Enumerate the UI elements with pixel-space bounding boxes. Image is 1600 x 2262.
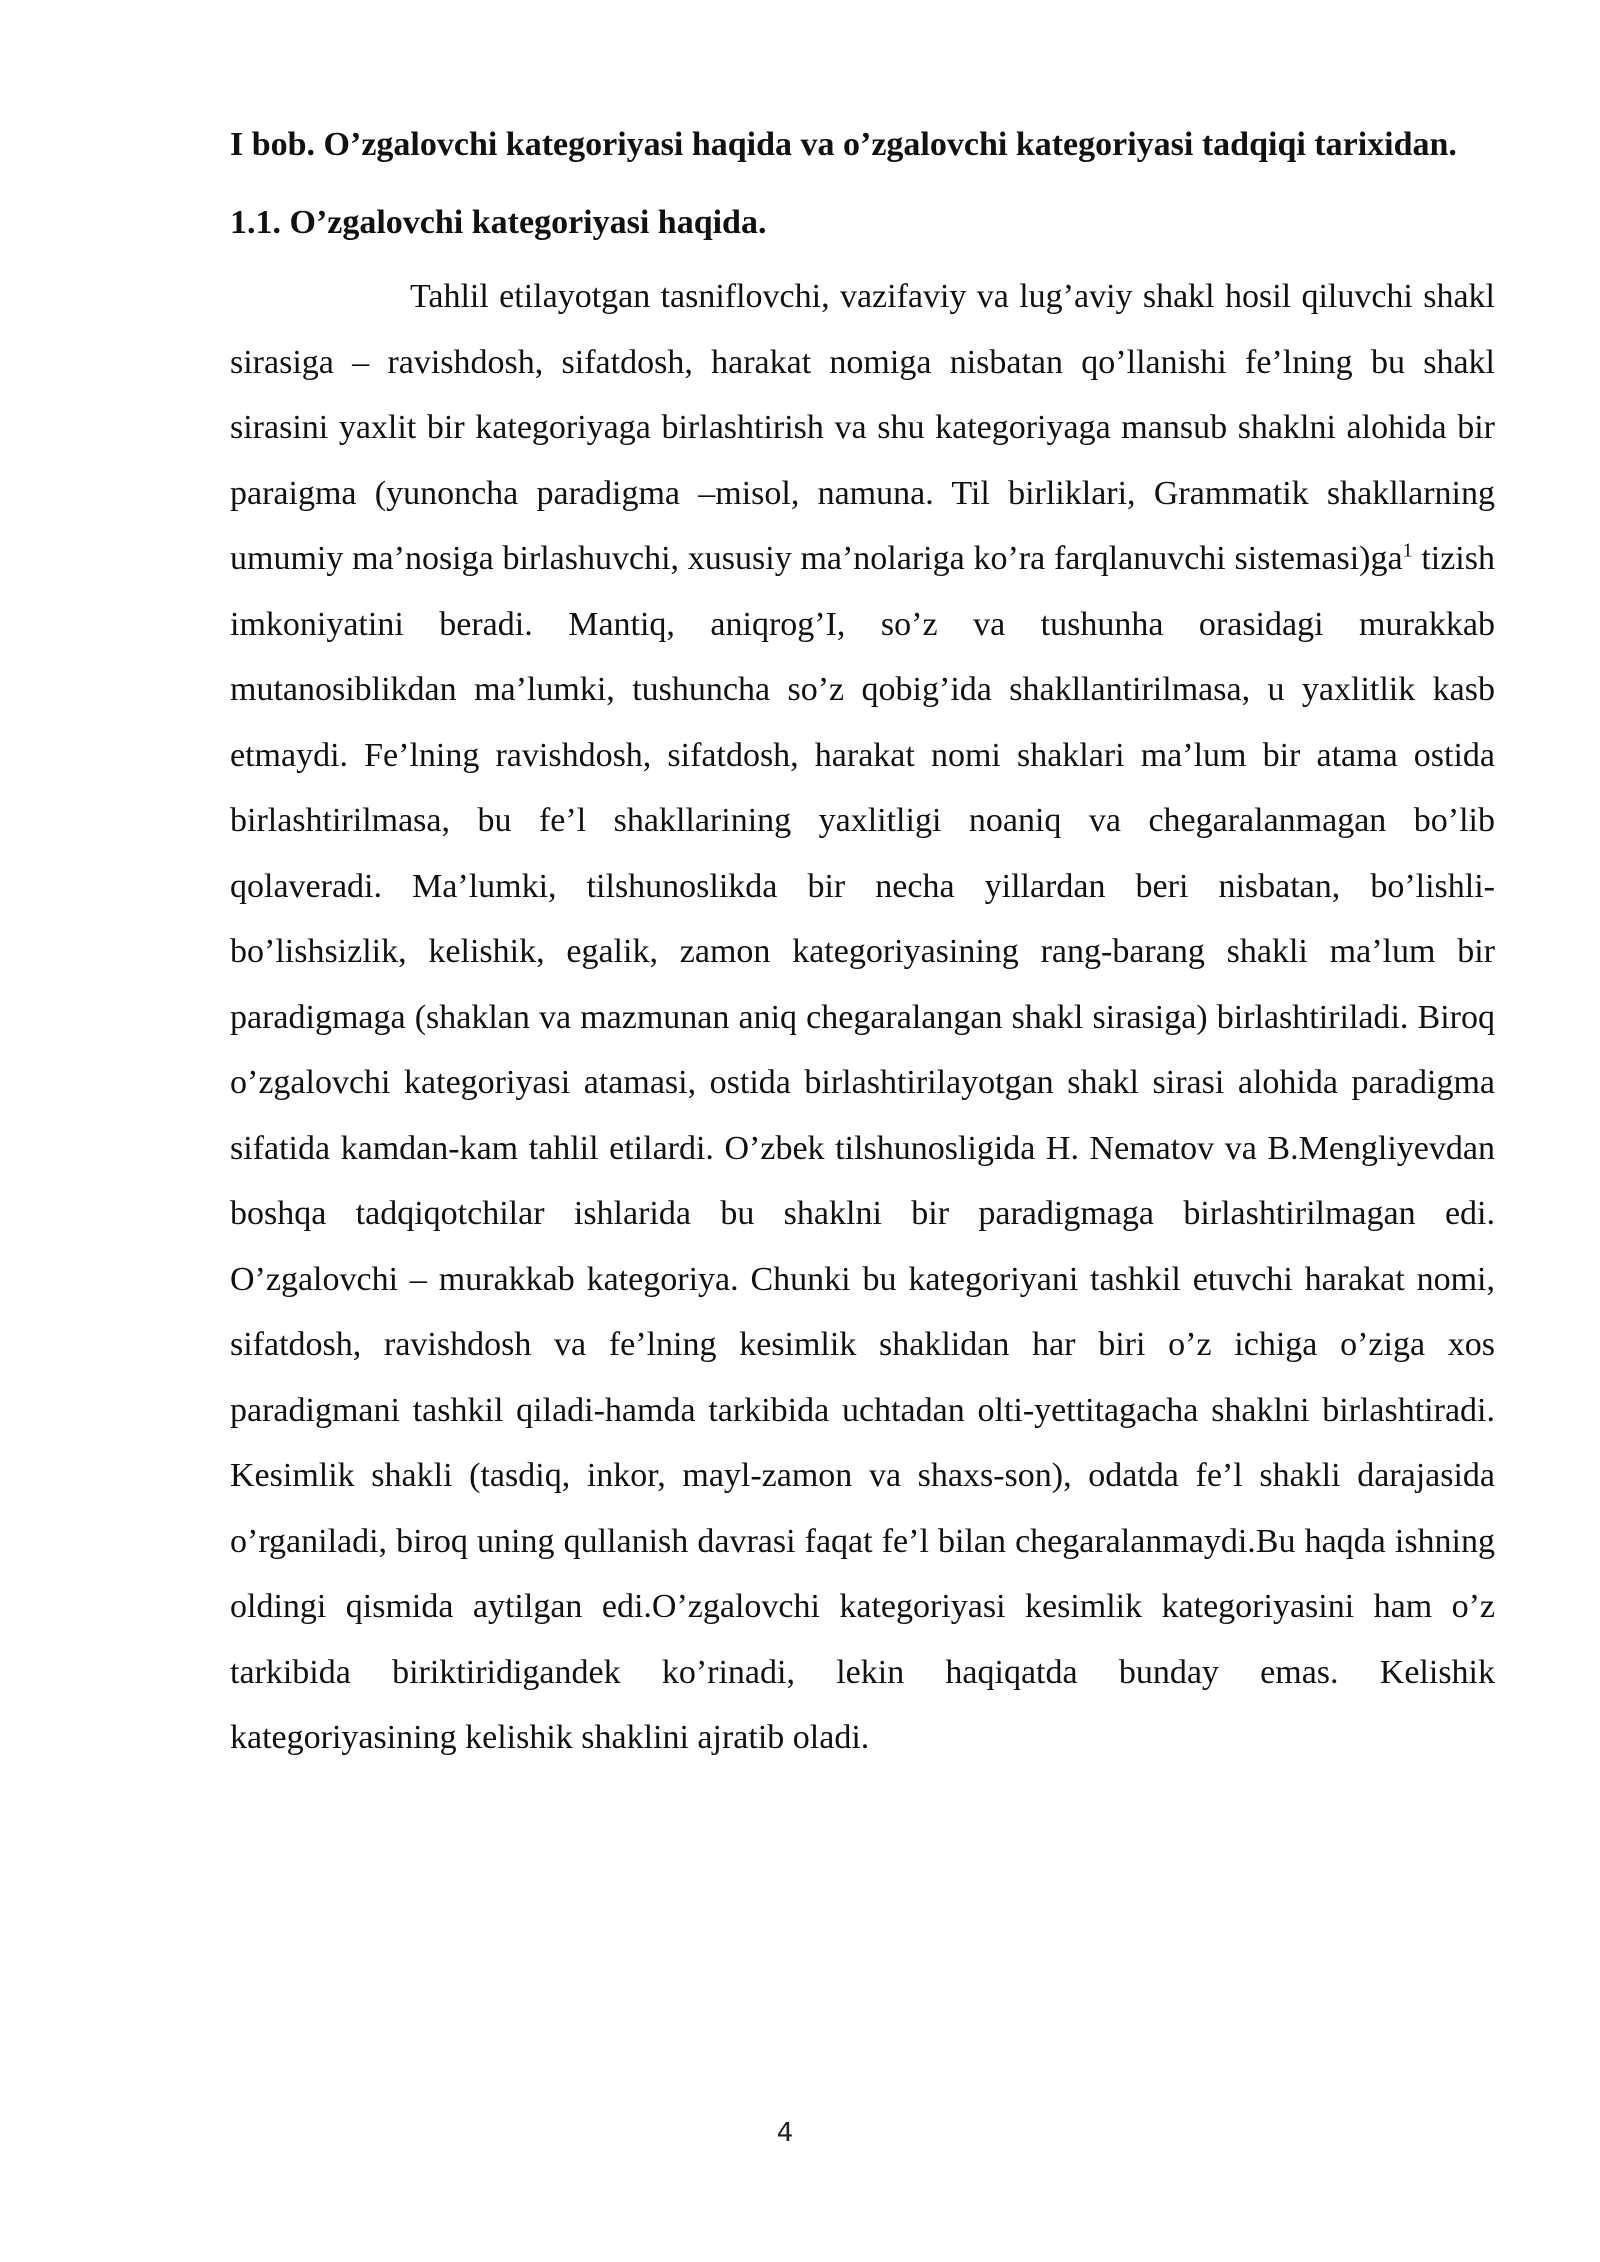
paragraph-text-part-2: tizish imkoniyatini beradi. Mantiq, aniqrog’I, so’z va tushunha orasidagi murakkab mutanosiblikdan ma’lumki, tushuncha so’z qobig’ida shakllantirilmasa, u yaxlitlik kasb etmaydi. Fe’lning ravishdosh, sifatdosh, harakat nomi shaklari ma’lum bir atama ostida birlashtirilmasa, bu fe’l shakllarining yaxlitligi noaniq va chegaralanmagan bo’lib qolaveradi. Ma’lumki, tilshunoslikda bir necha yillardan beri nisbatan, bo’lishli-bo’lishsizlik, kelishik, egalik, zamon kategoriyasining rang-barang shakli ma’lum bir paradigmaga (shaklan va mazmunan aniq chegaralangan shakl sirasiga) birlashtiriladi. Biroq o’zgalovchi kategoriyasi atamasi, ostida birlashtirilayotgan shakl sirasi alohida paradigma sifatida kamdan-kam tahlil etilardi. O’zbek tilshunosligida H. Nematov va B.Mengliyevdan boshqa tadqiqotchilar ishlarida bu shaklni bir paradigmaga birlashtirilmagan edi. O’zgalovchi – murakkab kategoriya. Chunki bu kategoriyani tashkil etuvchi harakat nomi, sifatdosh, ravishdosh va fe’lning kesimlik shaklidan har biri o’z ichiga o’ziga xos paradigmani tashkil qiladi-hamda tarkibida uchtadan olti-yettitagacha shaklni birlashtiradi. Kesimlik shakli (tasdiq, inkor, mayl-zamon va shaxs-son), odatda fe’l shakli darajasida o’rganiladi, biroq uning qullanish davrasi faqat fe’l bilan chegaralanmaydi.Bu haqda ishning oldingi qismida aytilgan edi.O’zgalovchi kategoriyasi kesimlik kategoriyasini ham o’z tarkibida biriktiridigandek ko’rinadi, lekin haqiqatda bunday emas. Kelishik kategoriyasining kelishik shaklini ajratib oladi.: [230, 540, 1495, 1756]
section-title: 1.1. O’zgalovchi kategoriyasi haqida.: [230, 204, 767, 241]
body-paragraph: [230, 264, 1495, 1771]
paragraph-text-part-1: Tahlil etilayotgan tasniflovchi, vazifaviy va lug’aviy shakl hosil qiluvchi shakl sirasiga – ravishdosh, sifatdosh, harakat nomiga nisbatan qo’llanishi fe’lning bu shakl sirasini yaxlit bir kategoriyaga birlashtirish va shu kategoriyaga mansub shaklni alohida bir paraigma (yunoncha paradigma –misol, namuna. Til birliklari, Grammatik shakllarning umumiy ma’nosiga birlashuvchi, xususiy ma’nolariga ko’ra farqlanuvchi sistemasi)ga: [230, 278, 1495, 577]
footnote-reference[interactable]: 1: [1402, 539, 1413, 562]
page-number: 4: [776, 2118, 794, 2148]
chapter-title: I bob. O’zgalovchi kategoriyasi haqida va o’zgalovchi kategoriyasi tadqiqi tarixidan.: [230, 126, 1457, 163]
document-page: [230, 112, 1495, 1771]
